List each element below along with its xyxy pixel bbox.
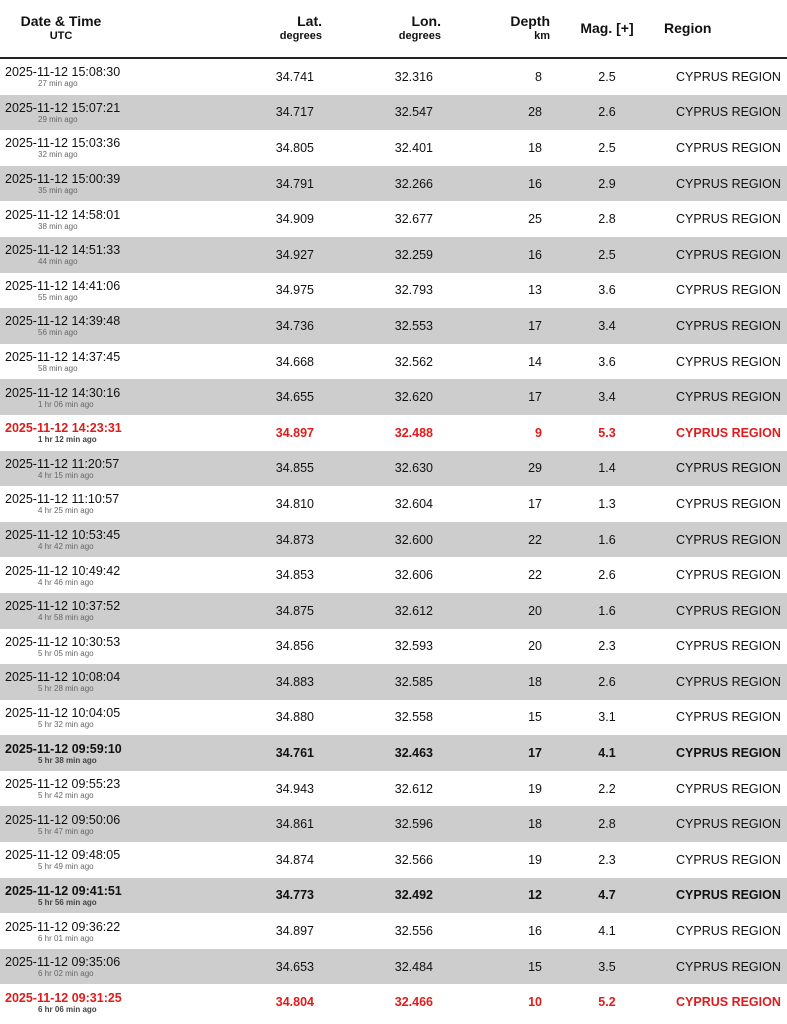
lon-column-header[interactable]: [322, 0, 441, 58]
longitude-cell: 32.612: [394, 781, 433, 796]
datetime-cell: [0, 522, 122, 558]
table-row[interactable]: [0, 949, 787, 985]
depth-cell: 20: [528, 639, 542, 654]
table-row[interactable]: [0, 415, 787, 451]
longitude-cell: 32.593: [394, 639, 433, 654]
magnitude-cell: 2.5: [550, 237, 664, 273]
region-cell: CYPRUS REGION: [676, 212, 781, 227]
datetime-text: 2025-11-12 10:08:04: [5, 670, 121, 685]
depth-cell: 8: [535, 69, 542, 84]
table-row[interactable]: [0, 166, 787, 202]
depth-cell: 17: [441, 735, 550, 771]
latitude-cell: 34.897: [275, 924, 314, 939]
datetime-cell: [0, 593, 122, 629]
magnitude-cell: 2.9: [550, 166, 664, 202]
datetime-cell: [0, 806, 122, 842]
longitude-cell: 32.596: [322, 806, 441, 842]
depth-cell: 22: [528, 568, 542, 583]
region-cell: CYPRUS REGION: [664, 95, 787, 131]
datetime-text: 2025-11-12 15:00:39: [5, 172, 121, 187]
latitude-cell: 34.653: [122, 949, 322, 985]
region-cell: CYPRUS REGION: [676, 283, 781, 298]
datetime-text: 2025-11-12 11:20:57: [5, 456, 120, 471]
datetime-text: 2025-11-12 10:49:42: [5, 563, 121, 578]
table-row[interactable]: [0, 735, 787, 771]
magnitude-cell: 3.4: [550, 308, 664, 344]
datetime-cell: [0, 913, 122, 949]
time-ago-text: 5 hr 38 min ago: [38, 755, 97, 765]
depth-cell: 18: [441, 806, 550, 842]
datetime-text: 2025-11-12 09:41:51: [5, 883, 122, 898]
longitude-cell: 32.488: [394, 425, 433, 440]
latitude-cell: 34.874: [275, 852, 314, 867]
depth-cell: 18: [441, 664, 550, 700]
depth-header-label: Depth: [510, 12, 550, 29]
region-cell: CYPRUS REGION: [676, 496, 781, 511]
magnitude-cell: 3.6: [598, 354, 616, 369]
table-row[interactable]: [0, 486, 787, 522]
magnitude-cell: 2.3: [598, 639, 616, 654]
datetime-text: 2025-11-12 15:03:36: [5, 136, 121, 151]
magnitude-cell: 2.6: [598, 568, 616, 583]
latitude-cell: 34.761: [122, 735, 322, 771]
datetime-text: 2025-11-12 14:37:45: [5, 350, 121, 365]
region-cell: CYPRUS REGION: [664, 379, 787, 415]
longitude-cell: 32.793: [394, 283, 433, 298]
depth-cell: 17: [441, 379, 550, 415]
longitude-cell: 32.562: [394, 354, 433, 369]
region-column-header[interactable]: [664, 0, 787, 58]
table-header: [0, 0, 787, 58]
datetime-cell: [0, 878, 122, 914]
lat-column-header[interactable]: [122, 0, 322, 58]
longitude-cell: 32.316: [394, 69, 433, 84]
longitude-cell: 32.492: [322, 878, 441, 914]
longitude-cell: 32.585: [322, 664, 441, 700]
time-ago-text: 5 hr 32 min ago: [38, 719, 94, 729]
header-row: [0, 0, 787, 58]
time-ago-text: 6 hr 06 min ago: [38, 1004, 97, 1014]
region-cell: CYPRUS REGION: [664, 451, 787, 487]
datetime-cell: [0, 984, 122, 1020]
datetime-text: 2025-11-12 15:07:21: [5, 100, 121, 115]
datetime-cell: [0, 344, 122, 380]
time-ago-text: 5 hr 42 min ago: [38, 791, 94, 801]
longitude-cell: 32.463: [322, 735, 441, 771]
table-row[interactable]: [0, 806, 787, 842]
latitude-cell: 34.943: [275, 781, 314, 796]
datetime-text: 2025-11-12 09:36:22: [5, 919, 121, 934]
magnitude-cell: 3.6: [598, 283, 616, 298]
depth-cell: 22: [441, 522, 550, 558]
magnitude-cell: 1.6: [550, 522, 664, 558]
lat-header-unit: degrees: [279, 29, 322, 42]
time-ago-text: 1 hr 06 min ago: [38, 399, 94, 409]
longitude-cell: 32.401: [394, 140, 433, 155]
longitude-cell: 32.612: [322, 593, 441, 629]
table-row[interactable]: [0, 771, 787, 807]
table-row[interactable]: [0, 273, 787, 309]
table-row[interactable]: [0, 95, 787, 131]
depth-cell: 15: [528, 710, 542, 725]
region-cell: CYPRUS REGION: [664, 593, 787, 629]
datetime-cell: [0, 201, 122, 237]
datetime-text: 2025-11-12 09:35:06: [5, 955, 121, 970]
latitude-cell: 34.875: [122, 593, 322, 629]
region-cell: CYPRUS REGION: [664, 806, 787, 842]
latitude-cell: 34.853: [275, 568, 314, 583]
region-cell: CYPRUS REGION: [664, 308, 787, 344]
datetime-cell: [0, 629, 122, 665]
magnitude-cell: 1.3: [598, 496, 616, 511]
depth-cell: 12: [441, 878, 550, 914]
datetime-text: 2025-11-12 14:58:01: [5, 207, 121, 222]
datetime-cell: [0, 166, 122, 202]
longitude-cell: 32.259: [322, 237, 441, 273]
magnitude-cell: 1.6: [550, 593, 664, 629]
latitude-cell: 34.804: [275, 995, 314, 1010]
magnitude-column-header[interactable]: [550, 0, 664, 58]
magnitude-cell: 2.3: [598, 852, 616, 867]
depth-cell: 25: [528, 212, 542, 227]
datetime-cell: [0, 771, 122, 807]
time-ago-text: 5 hr 49 min ago: [38, 862, 94, 872]
longitude-cell: 32.266: [322, 166, 441, 202]
region-cell: CYPRUS REGION: [664, 949, 787, 985]
datetime-text: 2025-11-12 09:48:05: [5, 848, 121, 863]
datetime-text: 2025-11-12 14:30:16: [5, 385, 121, 400]
table-row[interactable]: [0, 557, 787, 593]
time-ago-text: 6 hr 01 min ago: [38, 933, 94, 943]
lat-header-label: Lat.: [297, 12, 322, 29]
datetime-cell: [0, 949, 122, 985]
table-row[interactable]: [0, 629, 787, 665]
time-ago-text: 38 min ago: [38, 221, 78, 231]
region-cell: CYPRUS REGION: [676, 710, 781, 725]
time-ago-text: 4 hr 25 min ago: [38, 506, 94, 516]
datetime-text: 2025-11-12 14:51:33: [5, 243, 121, 258]
table-row[interactable]: [0, 842, 787, 878]
latitude-cell: 34.883: [122, 664, 322, 700]
depth-cell: 17: [441, 308, 550, 344]
datetime-text: 2025-11-12 15:08:30: [5, 65, 121, 80]
datetime-cell: [0, 486, 122, 522]
time-ago-text: 4 hr 42 min ago: [38, 542, 94, 552]
depth-cell: 15: [441, 949, 550, 985]
region-cell: CYPRUS REGION: [676, 425, 781, 440]
datetime-text: 2025-11-12 14:39:48: [5, 314, 121, 329]
datetime-cell: [0, 273, 122, 309]
datetime-text: 2025-11-12 14:23:31: [5, 421, 122, 436]
latitude-cell: 34.855: [122, 451, 322, 487]
region-header-label: Region: [664, 20, 712, 36]
datetime-text: 2025-11-12 10:04:05: [5, 705, 121, 720]
latitude-cell: 34.805: [275, 140, 314, 155]
depth-cell: 13: [528, 283, 542, 298]
magnitude-cell: 4.7: [550, 878, 664, 914]
depth-cell: 16: [441, 237, 550, 273]
longitude-cell: 32.630: [322, 451, 441, 487]
depth-cell: 16: [528, 924, 542, 939]
datetime-cell: [0, 451, 122, 487]
depth-cell: 9: [535, 425, 542, 440]
latitude-cell: 34.873: [122, 522, 322, 558]
latitude-cell: 34.810: [275, 496, 314, 511]
table-row[interactable]: [0, 700, 787, 736]
magnitude-cell: 2.6: [550, 95, 664, 131]
datetime-cell: [0, 379, 122, 415]
table-body: [0, 58, 787, 1020]
table-row[interactable]: [0, 58, 787, 95]
time-ago-text: 1 hr 12 min ago: [38, 435, 97, 445]
magnitude-cell: 3.1: [598, 710, 616, 725]
magnitude-cell: 2.6: [550, 664, 664, 700]
table-row[interactable]: [0, 664, 787, 700]
magnitude-cell: 2.5: [598, 140, 616, 155]
table-row[interactable]: [0, 593, 787, 629]
region-cell: CYPRUS REGION: [664, 166, 787, 202]
lon-header-label: Lon.: [411, 12, 441, 29]
longitude-cell: 32.558: [394, 710, 433, 725]
longitude-cell: 32.604: [394, 496, 433, 511]
datetime-text: 2025-11-12 10:53:45: [5, 528, 121, 543]
depth-cell: 17: [528, 496, 542, 511]
datetime-cell: [0, 130, 122, 166]
depth-column-header[interactable]: [441, 0, 550, 58]
table-row[interactable]: [0, 201, 787, 237]
time-ago-text: 44 min ago: [38, 257, 78, 267]
latitude-cell: 34.668: [275, 354, 314, 369]
table-row[interactable]: [0, 344, 787, 380]
magnitude-cell: 3.4: [550, 379, 664, 415]
latitude-cell: 34.909: [275, 212, 314, 227]
region-cell: CYPRUS REGION: [676, 995, 781, 1010]
longitude-cell: 32.553: [322, 308, 441, 344]
longitude-cell: 32.677: [394, 212, 433, 227]
longitude-cell: 32.547: [322, 95, 441, 131]
table-row[interactable]: [0, 130, 787, 166]
region-cell: CYPRUS REGION: [676, 852, 781, 867]
datetime-text: 2025-11-12 10:30:53: [5, 634, 121, 649]
region-cell: CYPRUS REGION: [676, 69, 781, 84]
lon-header-unit: degrees: [398, 29, 441, 42]
depth-cell: 18: [528, 140, 542, 155]
latitude-cell: 34.741: [275, 69, 314, 84]
time-ago-text: 58 min ago: [38, 364, 78, 374]
latitude-cell: 34.861: [122, 806, 322, 842]
magnitude-cell: 2.8: [550, 806, 664, 842]
time-ago-text: 29 min ago: [38, 114, 78, 124]
datetime-cell: [0, 735, 122, 771]
magnitude-cell: 4.1: [550, 735, 664, 771]
datetime-cell: [0, 842, 122, 878]
time-ago-text: 56 min ago: [38, 328, 78, 338]
latitude-cell: 34.791: [122, 166, 322, 202]
region-cell: CYPRUS REGION: [676, 924, 781, 939]
region-cell: CYPRUS REGION: [664, 664, 787, 700]
table-row[interactable]: [0, 984, 787, 1020]
magnitude-cell: 5.2: [598, 995, 616, 1010]
datetime-cell: [0, 58, 122, 95]
datetime-text: 2025-11-12 09:55:23: [5, 777, 121, 792]
datetime-cell: [0, 308, 122, 344]
table-row[interactable]: [0, 522, 787, 558]
datetime-text: 2025-11-12 09:31:25: [5, 990, 122, 1005]
magnitude-cell: 1.4: [550, 451, 664, 487]
depth-header-unit: km: [534, 29, 550, 42]
table-row[interactable]: [0, 379, 787, 415]
time-ago-text: 5 hr 47 min ago: [38, 826, 94, 836]
magnitude-cell: 2.5: [598, 69, 616, 84]
latitude-cell: 34.927: [122, 237, 322, 273]
longitude-cell: 32.556: [394, 924, 433, 939]
depth-cell: 20: [441, 593, 550, 629]
longitude-cell: 32.620: [322, 379, 441, 415]
datetime-text: 2025-11-12 09:50:06: [5, 812, 121, 827]
magnitude-cell: 2.2: [598, 781, 616, 796]
time-ago-text: 4 hr 15 min ago: [38, 470, 94, 480]
longitude-cell: 32.606: [394, 568, 433, 583]
region-cell: CYPRUS REGION: [676, 354, 781, 369]
longitude-cell: 32.466: [394, 995, 433, 1010]
datetime-column-header[interactable]: [0, 0, 122, 58]
longitude-cell: 32.600: [322, 522, 441, 558]
latitude-cell: 34.736: [122, 308, 322, 344]
region-cell: CYPRUS REGION: [664, 237, 787, 273]
region-cell: CYPRUS REGION: [676, 639, 781, 654]
latitude-cell: 34.856: [275, 639, 314, 654]
magnitude-header-label: Mag. [+]: [580, 20, 634, 36]
latitude-cell: 34.655: [122, 379, 322, 415]
datetime-text: 2025-11-12 09:59:10: [5, 741, 122, 756]
longitude-cell: 32.484: [322, 949, 441, 985]
table-row[interactable]: [0, 878, 787, 914]
latitude-cell: 34.897: [275, 425, 314, 440]
longitude-cell: 32.566: [394, 852, 433, 867]
latitude-cell: 34.880: [275, 710, 314, 725]
time-ago-text: 4 hr 46 min ago: [38, 577, 94, 587]
region-cell: CYPRUS REGION: [664, 522, 787, 558]
datetime-cell: [0, 95, 122, 131]
depth-cell: 28: [441, 95, 550, 131]
time-ago-text: 5 hr 56 min ago: [38, 897, 97, 907]
region-cell: CYPRUS REGION: [676, 781, 781, 796]
datetime-header-label: Date & Time: [20, 12, 102, 29]
datetime-cell: [0, 664, 122, 700]
table-row[interactable]: [0, 913, 787, 949]
datetime-cell: [0, 237, 122, 273]
time-ago-text: 55 min ago: [38, 292, 78, 302]
datetime-cell: [0, 700, 122, 736]
region-cell: CYPRUS REGION: [664, 878, 787, 914]
table-row[interactable]: [0, 308, 787, 344]
depth-cell: 10: [528, 995, 542, 1010]
region-cell: CYPRUS REGION: [664, 735, 787, 771]
time-ago-text: 4 hr 58 min ago: [38, 613, 94, 623]
depth-cell: 14: [528, 354, 542, 369]
time-ago-text: 5 hr 28 min ago: [38, 684, 94, 694]
time-ago-text: 27 min ago: [38, 79, 78, 89]
time-ago-text: 6 hr 02 min ago: [38, 969, 94, 979]
magnitude-cell: 2.8: [598, 212, 616, 227]
latitude-cell: 34.773: [122, 878, 322, 914]
magnitude-cell: 5.3: [598, 425, 616, 440]
depth-cell: 29: [441, 451, 550, 487]
datetime-text: 2025-11-12 11:10:57: [5, 492, 120, 507]
datetime-text: 2025-11-12 14:41:06: [5, 278, 121, 293]
table-row[interactable]: [0, 237, 787, 273]
time-ago-text: 35 min ago: [38, 186, 78, 196]
depth-cell: 19: [528, 852, 542, 867]
region-cell: CYPRUS REGION: [676, 568, 781, 583]
datetime-cell: [0, 415, 122, 451]
datetime-header-unit: UTC: [49, 29, 73, 42]
table-row[interactable]: [0, 451, 787, 487]
magnitude-cell: 4.1: [598, 924, 616, 939]
depth-cell: 19: [528, 781, 542, 796]
latitude-cell: 34.975: [275, 283, 314, 298]
latitude-cell: 34.717: [122, 95, 322, 131]
depth-cell: 16: [441, 166, 550, 202]
region-cell: CYPRUS REGION: [676, 140, 781, 155]
time-ago-text: 32 min ago: [38, 150, 78, 160]
magnitude-cell: 3.5: [550, 949, 664, 985]
datetime-text: 2025-11-12 10:37:52: [5, 599, 121, 614]
time-ago-text: 5 hr 05 min ago: [38, 648, 94, 658]
datetime-cell: [0, 557, 122, 593]
